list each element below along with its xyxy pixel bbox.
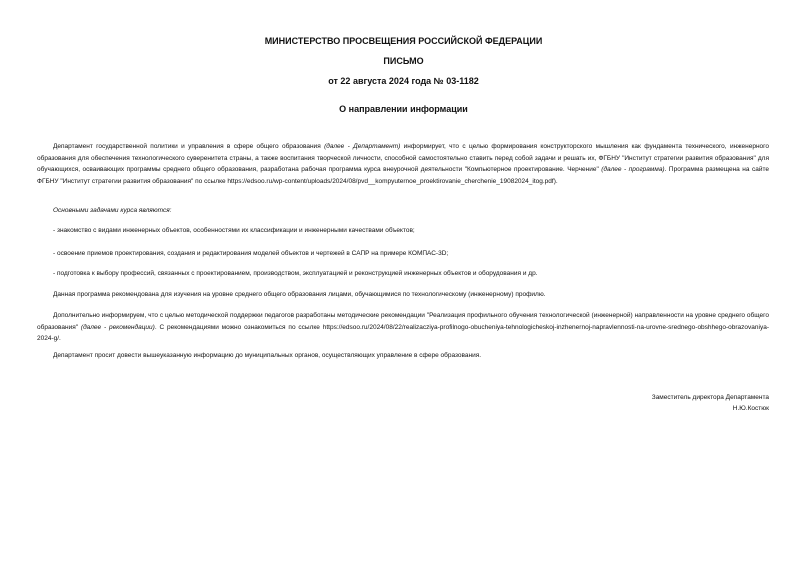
paragraph-italic-text: (далее - Департамент)	[324, 143, 401, 150]
paragraph-text: Департамент просит довести вышеуказанную информацию до муниципальных органов, осуществляющих управление в сфере образования.	[53, 352, 482, 359]
document-subject: О направлении информации	[339, 104, 468, 114]
list-item-text: - подготовка к выбору профессий, связанных с проектированием, производством, эксплуатацией и реконструкцией инженерных объектов и оборудования и др.	[53, 270, 538, 277]
paragraph-italic-text: (далее - рекомендации)	[80, 323, 155, 331]
list-item	[37, 225, 769, 237]
document-type: ПИСЬМО	[383, 56, 424, 66]
signatory-name: Н.Ю.Костюк	[732, 405, 769, 412]
list-item-text: - знакомство с видами инженерных объектов, особенностями их классификации и инженерными качествами объектов;	[53, 227, 415, 234]
paragraph-recommendation	[37, 289, 769, 301]
document-date-number: от 22 августа 2024 года № 03-1182	[328, 76, 479, 86]
paragraph-request	[37, 350, 769, 362]
paragraph-text: Департамент государственной политики и управления в сфере общего образования	[53, 143, 325, 150]
paragraph-text: Данная программа рекомендована для изучения на уровне среднего общего образования лицами, обучающимися по технологическому (инженерному) профилю.	[53, 291, 546, 298]
list-item	[37, 248, 769, 260]
signature-block	[652, 392, 769, 414]
paragraph-text: . С рекомендациями можно ознакомиться по ссылке https://edsoo.ru/2024/08/22/realizacziya-profilnogo-obucheniya-tehnologicheskoj-inzhenernoj-napravlennosti-na-urovne-srednego-obshhego-obrazovaniya-2024-g/.	[37, 323, 769, 342]
paragraph-methodical-recommendations	[37, 310, 769, 345]
paragraph-program-info	[37, 141, 769, 187]
ministry-title: МИНИСТЕРСТВО ПРОСВЕЩЕНИЯ РОССИЙСКОЙ ФЕДЕРАЦИИ	[264, 36, 543, 46]
signatory-position: Заместитель директора Департамента	[651, 394, 769, 401]
paragraph-text: Дополнительно информируем, что с целью методической поддержки педагогов разработаны методические рекомендации "Реализация профильного обучения технологической (инженерной) направленности на уровне среднего общего образования"	[37, 312, 769, 331]
paragraph-text: . Программа размещена на сайте ФГБНУ "Институт стратегии развития образования" по ссылке https://edsoo.ru/wp-content/uploads/2024/08/pvd__kompyuternoe_proektirovanie_cherchenie_19082024_itog.pdf).	[37, 166, 770, 185]
list-item	[37, 268, 769, 280]
paragraph-italic-text: (далее - программа)	[601, 166, 665, 173]
course-tasks-heading	[37, 205, 769, 217]
paragraph-text: информирует, что с целью формирования конструкторского мышления как фундамента технического, инженерного образования для обеспечения технологического суверенитета страны, а также воспитания творческой личности, способной самостоятельно ставить перед собой задачи и решать их, ФГБНУ "Институт стратегии развития образования" для обучающихся, осваивающих программы среднего общего образования, разработана рабочая программа курса внеурочной деятельности "Компьютерное проектирование. Черчение"	[37, 143, 769, 173]
course-tasks-title-text: Основными задачами курса являются:	[53, 207, 172, 214]
list-item-text: - освоение приемов проектирования, создания и редактирования моделей объектов и чертежей в САПР на примере КОМПАС-3D;	[53, 250, 449, 257]
